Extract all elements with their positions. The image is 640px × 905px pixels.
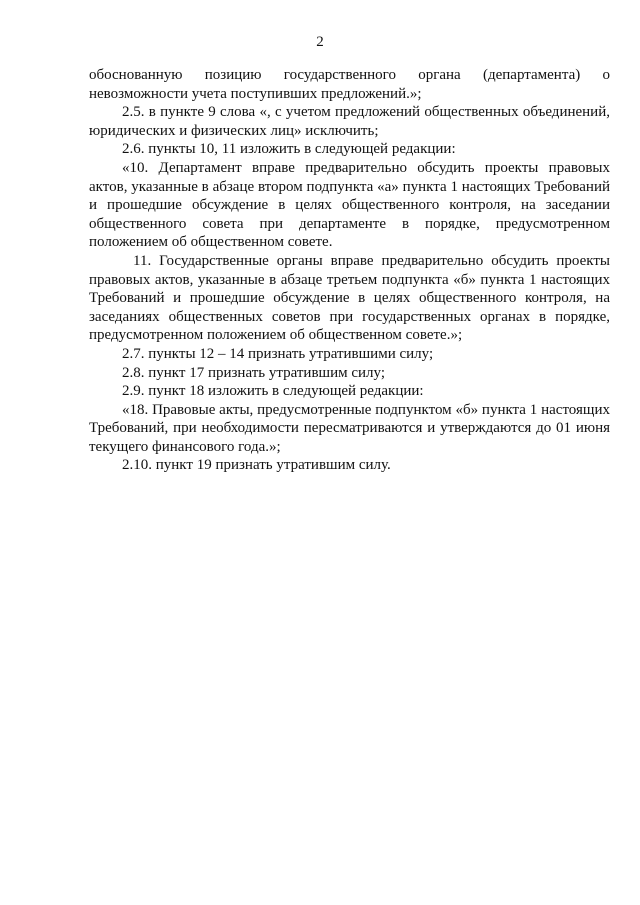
paragraph-2-9: 2.9. пункт 18 изложить в следующей редакции:: [122, 383, 424, 400]
paragraph-2-8: 2.8. пункт 17 признать утратившим силу;: [122, 364, 386, 381]
document-body: [89, 66, 610, 475]
paragraph-item-11: 11. Государственные органы вправе предварительно обсудить проекты правовых актов, указанные в абзаце третьем подпункта «б» пункта 1 настоящих Требований и прошедшие обсуждение в целях общественного контроля, на заседаниях общественных советов при государственных органах в порядке, предусмотренном положением об общественном совете.»;: [89, 252, 610, 344]
paragraph-2-7: 2.7. пункты 12 – 14 признать утратившими силу;: [122, 345, 434, 362]
paragraph-continuation: обоснованную позицию государственного органа (департамента) о невозможности учета поступивших предложений.»;: [89, 67, 610, 102]
paragraph-2-5: 2.5. в пункте 9 слова «, с учетом предложений общественных объединений, юридических и физических лиц» исключить;: [89, 104, 610, 139]
paragraph-item-10: «10. Департамент вправе предварительно обсудить проекты правовых актов, указанные в абзаце втором подпункта «а» пункта 1 настоящих Требований и прошедшие обсуждение в целях общественного контроля, на заседании общественного совета при департаменте в порядке, предусмотренном положением об общественном совете.: [89, 159, 610, 251]
page-number: 2: [316, 34, 324, 50]
paragraph-2-10: 2.10. пункт 19 признать утратившим силу.: [122, 457, 391, 474]
paragraph-2-6: 2.6. пункты 10, 11 изложить в следующей редакции:: [122, 141, 456, 158]
paragraph-item-18: «18. Правовые акты, предусмотренные подпунктом «б» пункта 1 настоящих Требований, при необходимости пересматриваются и утверждаются до 01 июня текущего финансового года.»;: [89, 401, 610, 455]
